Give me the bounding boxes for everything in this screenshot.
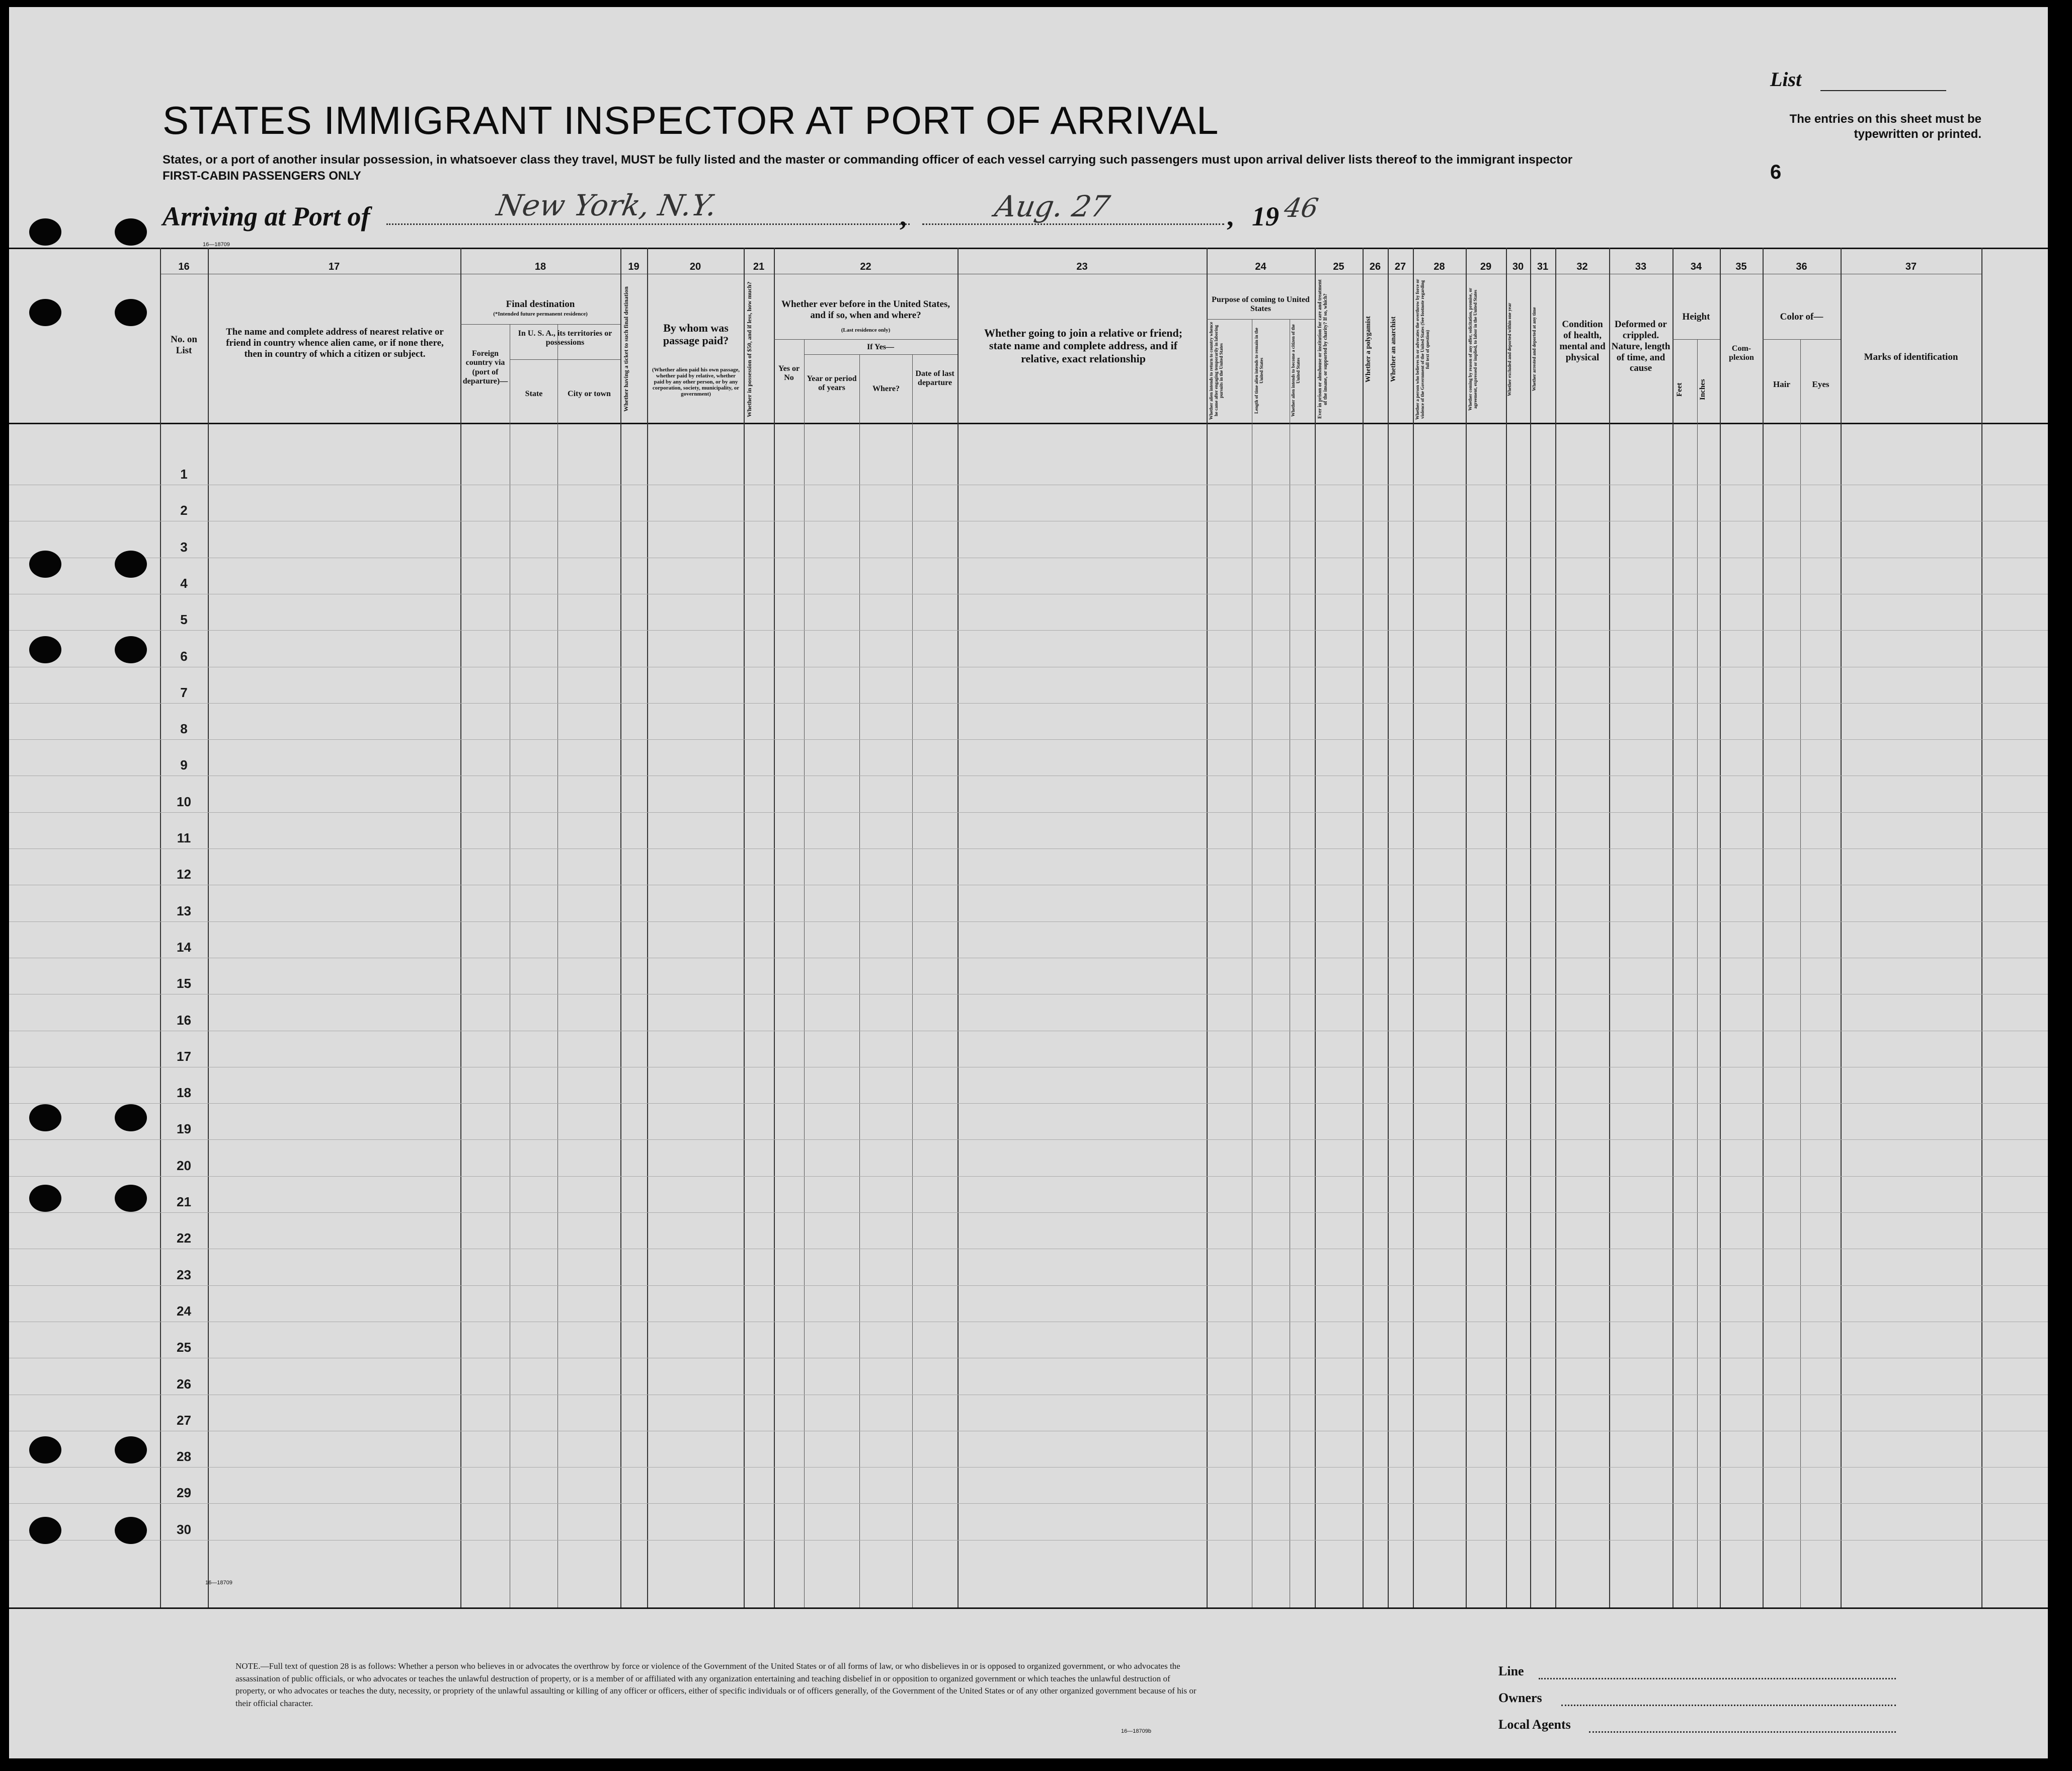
table-row[interactable] [9, 1467, 2048, 1468]
colnum-16: 16 [178, 261, 190, 272]
header-passage-paid: By whom was passage paid? [663, 322, 729, 347]
row-number: 5 [180, 612, 188, 628]
header-deformed: Deformed or crippled. Nature, length of time, and cause [1611, 319, 1670, 374]
header-excluded: Whether excluded and deported within one year [1507, 302, 1512, 396]
colnum-28: 28 [1433, 261, 1445, 272]
row-number: 25 [177, 1340, 191, 1355]
subtitle: States, or a port of another insular possession, in whatsoever class they travel, MUST be fully listed and the master or commanding officer of each vessel carrying such passengers must upon arrival deliver lists thereof to the immigrant inspector [163, 153, 1573, 167]
table-row[interactable] [9, 1285, 2048, 1286]
colnum-21: 21 [753, 261, 765, 272]
table-row[interactable] [9, 1503, 2048, 1504]
punch-hole [29, 1104, 61, 1131]
manifest-table [9, 7, 2048, 1758]
header-inches: Inches [1699, 379, 1707, 400]
table-row[interactable] [9, 1139, 2048, 1140]
header-overthrow: Whether a person who believes in or advocates the overthrow by force or violence of the Government of the United States (See footnote regarding full text of question) [1415, 279, 1430, 420]
colnum-37: 37 [1905, 261, 1917, 272]
manifest-rows [9, 7, 2048, 1758]
colnum-33: 33 [1635, 261, 1647, 272]
header-state: State [525, 390, 543, 398]
header-city: City or town [568, 390, 611, 398]
header-final-destination-note: (*Intended future permanent residence) [493, 311, 588, 317]
footnote: NOTE.—Full text of question 28 is as follows: Whether a person who believes in or advocates the overthrow by force or violence of the Government of the United States or of all forms of law, or who disbelieves in or is opposed to organized government, or who advocates the assassination of public officials, or who advocates or teaches the unlawful destruction of property, or is a member of or affiliated with any organization entertaining and teaching disbelief in or opposition to organized government or which teaches the unlawful destruction of property, or who advocates or teaches the duty, necessity, or propriety of the unlawful assaulting or killing of any officer or officers, either of specific individuals or of officers generally, of the Government of the United States or of any other organized government because of his or their official character. [235, 1661, 1197, 1708]
colnum-27: 27 [1394, 261, 1406, 272]
punch-hole [115, 1436, 147, 1464]
header-anarchist: Whether an anarchist [1390, 316, 1397, 382]
colnum-22: 22 [860, 261, 871, 272]
colnum-34: 34 [1690, 261, 1702, 272]
agents-field[interactable] [1589, 1731, 1896, 1733]
year-handwritten: 46 [1282, 193, 1321, 223]
row-number: 22 [177, 1230, 191, 1246]
colnum-29: 29 [1480, 261, 1492, 272]
colnum-19: 19 [628, 261, 640, 272]
header-before-in-us: Whether ever before in the United States, and if so, when and where? [781, 299, 950, 321]
instruction: The entries on this sheet must be typewritten or printed. [1789, 112, 1981, 141]
punch-hole [115, 1517, 147, 1544]
punch-hole [115, 551, 147, 578]
colnum-30: 30 [1512, 261, 1524, 272]
row-number: 1 [180, 467, 188, 482]
punch-hole [115, 1185, 147, 1212]
colnum-36: 36 [1796, 261, 1807, 272]
row-number: 13 [177, 903, 191, 918]
row-number: 10 [177, 794, 191, 809]
line-field[interactable] [1539, 1678, 1896, 1679]
punch-hole [29, 551, 61, 578]
row-number: 6 [180, 648, 188, 664]
colnum-20: 20 [689, 261, 701, 272]
row-number: 26 [177, 1376, 191, 1392]
row-number: 23 [177, 1267, 191, 1282]
row-number: 27 [177, 1412, 191, 1428]
row-number: 8 [180, 721, 188, 737]
agents-label: Local Agents [1498, 1717, 1571, 1732]
row-number: 16 [177, 1012, 191, 1028]
header-foreign-country: Foreign country via (port of departure)— [462, 349, 508, 386]
header-no-on-list: No. on List [171, 334, 197, 356]
header-feet: Feet [1676, 382, 1684, 397]
punch-hole [29, 1185, 61, 1212]
row-number: 12 [177, 867, 191, 882]
row-number: 20 [177, 1158, 191, 1173]
punch-hole [29, 299, 61, 326]
header-purpose-length: Length of time alien intends to remain in the United States [1254, 328, 1264, 414]
page-title: STATES IMMIGRANT INSPECTOR AT PORT OF ARRIVAL [163, 98, 1219, 142]
header-eyes: Eyes [1812, 379, 1829, 389]
header-last-departure: Date of last departure [915, 369, 954, 388]
colnum-25: 25 [1333, 261, 1344, 272]
header-if-yes: If Yes— [866, 343, 895, 351]
colnum-17: 17 [328, 261, 340, 272]
row-number: 4 [180, 575, 188, 591]
colnum-31: 31 [1537, 261, 1549, 272]
row-number: 14 [177, 939, 191, 955]
table-row[interactable] [9, 1540, 2048, 1541]
row-number: 9 [180, 757, 188, 773]
table-row[interactable] [9, 739, 2048, 740]
form-code-bottom: 16—18709 [205, 1580, 232, 1586]
punch-hole [115, 218, 147, 246]
row-number: 3 [180, 539, 188, 555]
table-row[interactable] [9, 921, 2048, 922]
manifest-sheet: STATES IMMIGRANT INSPECTOR AT PORT OF ARRIVAL States, or a port of another insular possession, in whatsoever class they travel, MUST be fully listed and the master or commanding officer of each vessel carrying such passengers must upon arrival deliver lists thereof to the immigrant inspector FIRST-CABIN PASSENGERS ONLY List The entries on this sheet must be typewritten or printed. 6 Arriving at Port of New York, N.Y. , Aug. 27 , 19 46 16—18709 16 17 18 19 20 21 22 23 24 25 26 27 28 29 30 31 32 33 34 35 36 37 No. on List The name and complete address of nearest relative or friend in country whence alien came, or if none there, then in country of which a citizen or subject. Final destination (*Intended future permanent residence) Foreign country via (port of departure)— In U. S. A., its territories or possessions State City or town Whether having a ticket to such final destination By whom was passage paid? (Whether alien paid his own passage, whether paid by relative, whether paid by any other person, or by any corporation, society, municipality, or government) Whether in possession of $50, and if less, how much? Whether ever before in the United States, and if so, when and where? (Last residence only) Yes or No If Yes— Year or period of years Where? Date of last departure Whether going to join a relative or friend; state name and complete address, and if relative, exact relationship Purpose of coming to United States Whether alien intends to return to country whence he came after engaging temporarily in laboring pursuits in the United States Length of time alien intends to remain in the United States Whether alien intends to become a citizen of the United States Ever in prison or almshouse or institution for care and treatment of the insane, or supported by charity? If so, which? Whether a polygamist Whether an anarchist Whether a person who believes in or advocates the overthrow by force or violence of the Government of the United States (See footnote regarding full text of question) Whether coming by reason of any offer, solicitation, promise, or agreement, expressed or implied, to labor in the United States Whether excluded and deported within one year Whether arrested and deported at any time Condition of health, mental and physical Deformed or crippled. Nature, length of time, and cause Height Feet Inches Com-plexion Color of— Hair Eyes Marks of identification 1 2 3 4 5 6 7 8 9 10 11 12 13 14 15 16 17 18 19 20 21 22 23 24 25 26 27 28 29 30 16—18709 NOTE.—Full text of question 28 is as follows: Whether a person who believes in or advocates the overthrow by force or violence of the Government of the United States or of all forms of law, or who disbelieves in or is opposed to organized government, or who advocates the assassination of public officials, or who advocates or teaches the unlawful destruction of property, or is a member of or affiliated with any organization entertaining and teaching disbelief in or opposition to organized government or which teaches the unlawful destruction of property, or who advocates or teaches the duty, necessity, or propriety of the unlawful assaulting or killing of any officer or officers, either of specific individuals or of officers generally, of the Government of the United States or of any other organized government because of his or their official character. 16—18709b Line Owners Local Agents [9, 7, 2048, 1758]
header-offer-labor: Whether coming by reason of any offer, solicitation, promise, or agreement, expressed or implied, to labor in the United States [1468, 287, 1478, 411]
table-row[interactable] [9, 1103, 2048, 1104]
header-purpose: Purpose of coming to United States [1212, 295, 1310, 314]
row-number: 28 [177, 1449, 191, 1465]
table-row[interactable] [9, 703, 2048, 704]
row-number: 30 [177, 1521, 191, 1537]
table-row[interactable] [9, 812, 2048, 813]
row-number: 18 [177, 1085, 191, 1101]
header-nearest-relative: The name and complete address of nearest relative or friend in country whence alien came, or if none there, then in country of which a citizen or subject. [226, 327, 444, 359]
table-row[interactable] [9, 630, 2048, 631]
header-final-destination: Final destination [506, 299, 575, 310]
owners-label: Owners [1498, 1690, 1542, 1705]
header-marks: Marks of identification [1864, 352, 1958, 362]
row-number: 17 [177, 1048, 191, 1064]
row-number: 29 [177, 1485, 191, 1501]
row-number: 7 [180, 684, 188, 700]
header-color-of: Color of— [1780, 312, 1823, 322]
owners-field[interactable] [1561, 1705, 1896, 1706]
list-label: List [1770, 68, 1802, 91]
header-passage-note: (Whether alien paid his own passage, whether paid by relative, whether paid by any other person, or by any corporation, society, municipality, or government) [652, 367, 740, 398]
colnum-26: 26 [1369, 261, 1381, 272]
punch-hole [29, 1436, 61, 1464]
sheet-number: 6 [1770, 161, 1782, 183]
header-ticket: Whether having a ticket to such final destination [622, 286, 629, 412]
header-join-relative: Whether going to join a relative or friend; state name and complete address, and if relative, exact relationship [984, 327, 1183, 365]
header-complexion: Com-plexion [1729, 344, 1754, 362]
punch-hole [29, 1517, 61, 1544]
row-number: 2 [180, 503, 188, 518]
row-number: 11 [177, 830, 191, 845]
arriving-label: Arriving at Port of [163, 201, 370, 232]
header-health: Condition of health, mental and physical [1559, 319, 1606, 363]
row-number: 21 [177, 1194, 191, 1209]
footnote-code: 16—18709b [1121, 1728, 1151, 1734]
header-yes-no: Yes or No [778, 364, 800, 382]
colnum-18: 18 [534, 261, 546, 272]
header-purpose-return: Whether alien intends to return to country whence he came after engaging temporarily in laboring pursuits in the United States [1209, 322, 1224, 420]
class-label: FIRST-CABIN PASSENGERS ONLY [163, 169, 361, 183]
header-fifty-dollars: Whether in possession of $50, and if less, how much? [746, 281, 753, 417]
row-number: 24 [177, 1303, 191, 1319]
header-height: Height [1682, 312, 1710, 322]
colnum-24: 24 [1255, 261, 1266, 272]
header-year-period: Year or period of years [807, 374, 857, 393]
header-purpose-citizen: Whether alien intends to become a citizen of the United States [1291, 324, 1301, 417]
header-prison: Ever in prison or almshouse or institution for care and treatment of the insane, or supported by charity? If so, which? [1317, 279, 1328, 419]
header-last-residence: (Last residence only) [841, 327, 891, 333]
table-row[interactable] [9, 1176, 2048, 1177]
punch-hole [115, 299, 147, 326]
header-where: Where? [872, 384, 900, 393]
table-row[interactable] [9, 1212, 2048, 1213]
punch-hole [115, 636, 147, 663]
colnum-35: 35 [1735, 261, 1747, 272]
header-arrested: Whether arrested and deported at any time [1532, 307, 1537, 392]
punch-hole [29, 636, 61, 663]
form-code-top: 16—18709 [203, 242, 230, 248]
header-in-usa: In U. S. A., its territories or possessions [518, 329, 612, 347]
row-number: 15 [177, 976, 191, 991]
row-number: 19 [177, 1121, 191, 1137]
header-hair: Hair [1773, 379, 1790, 389]
line-label: Line [1498, 1664, 1524, 1678]
year-printed: 19 [1252, 201, 1279, 232]
punch-hole [115, 1104, 147, 1131]
punch-hole [29, 218, 61, 246]
colnum-32: 32 [1576, 261, 1588, 272]
date-handwritten: Aug. 27 [992, 189, 1113, 223]
port-handwritten: New York, N.Y. [494, 188, 720, 222]
colnum-23: 23 [1076, 261, 1088, 272]
header-polygamist: Whether a polygamist [1365, 316, 1372, 382]
